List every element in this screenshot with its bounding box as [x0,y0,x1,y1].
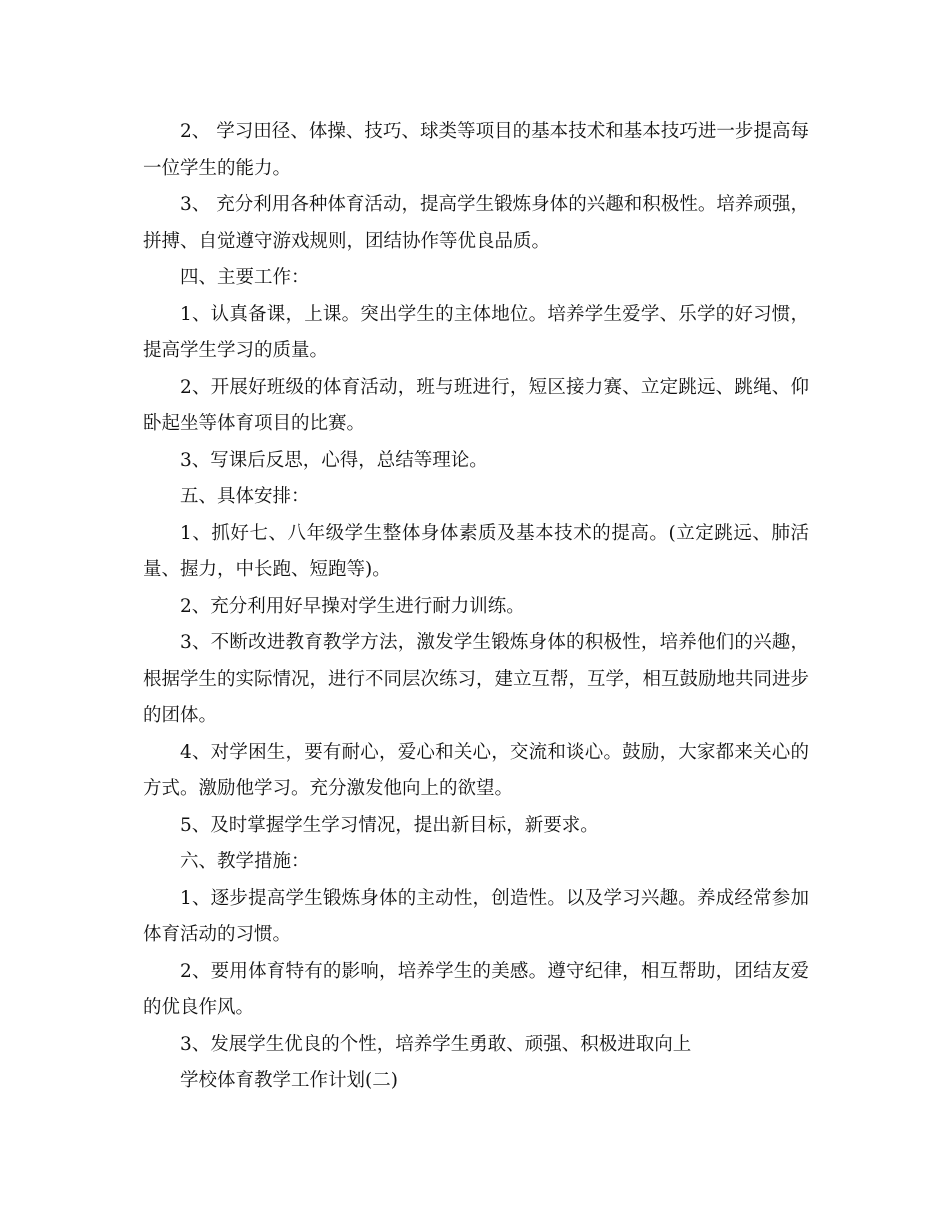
section-heading-main-work: 四、主要工作： [180,267,310,288]
paragraph-morning-exercise: 2、充分利用好早操对学生进行耐力训练。 [180,595,525,617]
paragraph-initiative: 1、逐步提高学生锻炼身体的主动性，创造性。以及学习兴趣。养成经常参加体育活动的习惯。 [143,887,809,945]
paragraph-personality: 3、发展学生优良的个性，培养学生勇敢、顽强、积极进取向上 [180,1033,692,1055]
paragraph-struggling-students: 4、对学困生，要有耐心，爱心和关心，交流和谈心。鼓励，大家都来关心的方式。激励他学习。充分激发他向上的欲望。 [143,741,809,799]
document-subtitle-plan-two: 学校体育教学工作计划(二) [180,1070,398,1091]
paragraph-activities-goal: 3、 充分利用各种体育活动，提高学生锻炼身体的兴趣和积极性。培养顽强，拼搏、自觉遵守游戏规则，团结协作等优良品质。 [143,194,809,252]
paragraph-fitness: 1、抓好七、八年级学生整体身体素质及基本技术的提高。(立定跳远、肺活量、握力，中长跑、短跑等)。 [143,522,809,580]
paragraph-teaching-methods: 3、不断改进教育教学方法，激发学生锻炼身体的积极性，培养他们的兴趣，根据学生的实际情况，进行不同层次练习，建立互帮，互学，相互鼓励地共同进步的团体。 [143,632,810,726]
paragraph-progress-tracking: 5、及时掌握学生学习情况，提出新目标，新要求。 [180,814,599,836]
section-heading-teaching-measures: 六、教学措施： [180,851,310,872]
paragraph-skills-goal: 2、 学习田径、体操、技巧、球类等项目的基本技术和基本技巧进一步提高每一位学生的能力。 [143,121,809,179]
paragraph-lesson-prep: 1、认真备课，上课。突出学生的主体地位。培养学生爱学、乐学的好习惯，提高学生学习的质量。 [143,303,809,361]
paragraph-aesthetics: 2、要用体育特有的影响，培养学生的美感。遵守纪律，相互帮助，团结友爱的优良作风。 [143,960,809,1018]
document-body [143,114,809,1100]
paragraph-class-activities: 2、开展好班级的体育活动，班与班进行，短区接力赛、立定跳远、跳绳、仰卧起坐等体育项目的比赛。 [143,376,809,434]
paragraph-reflection: 3、写课后反思，心得，总结等理论。 [180,449,488,471]
section-heading-arrangements: 五、具体安排： [180,486,310,507]
